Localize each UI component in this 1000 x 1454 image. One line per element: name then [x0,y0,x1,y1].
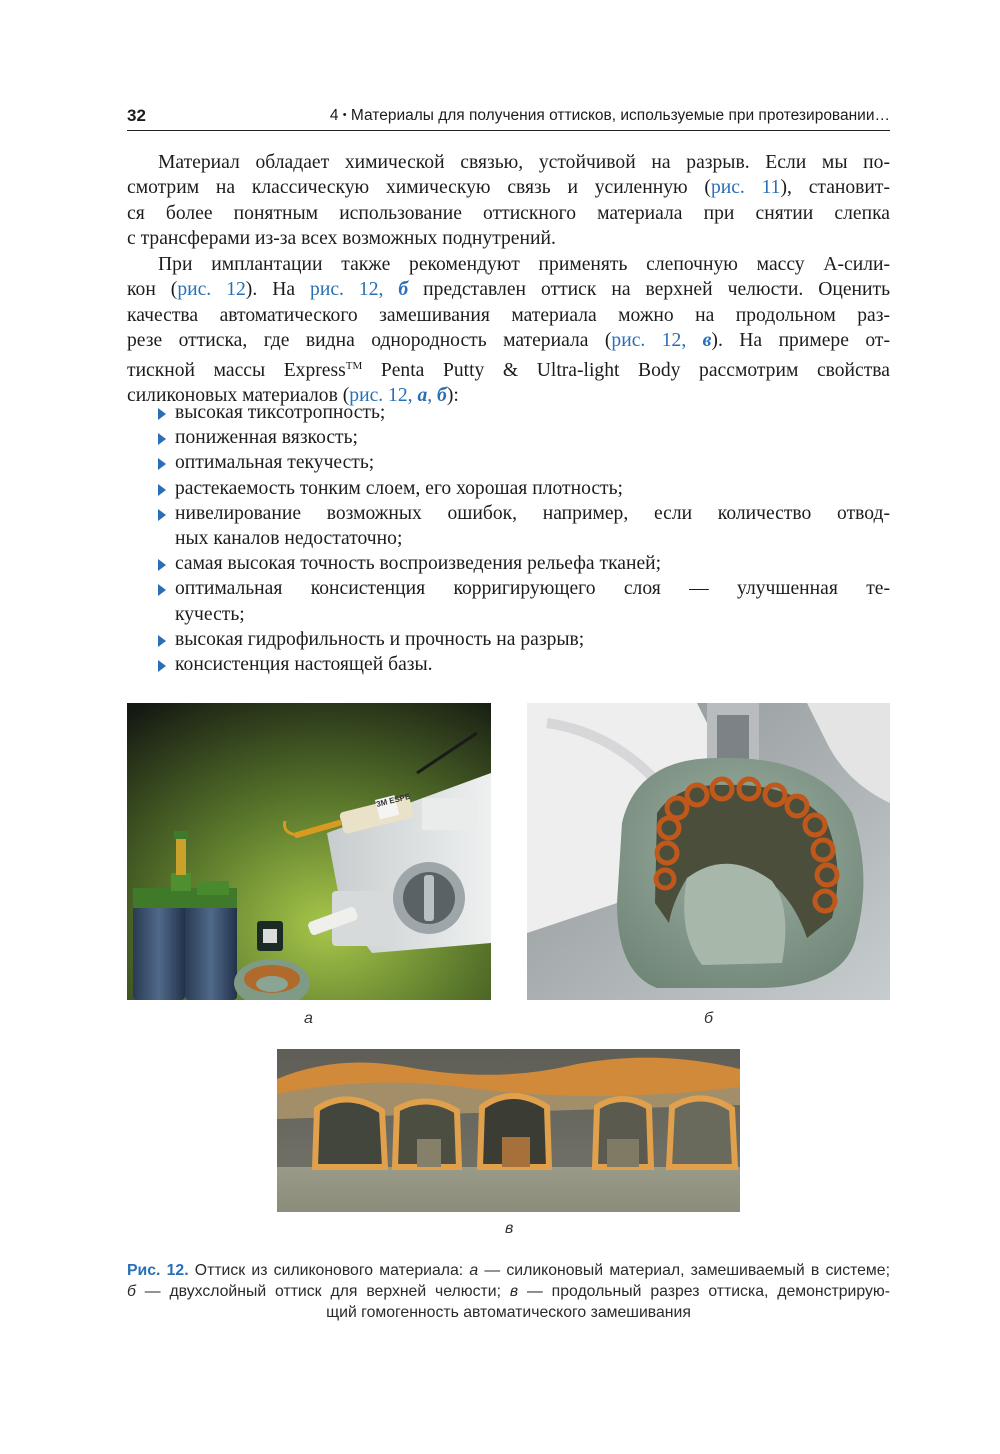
text-line: Материал обладает химической связью, устойчивой на разрыв. Если мы по- [158,152,890,173]
list-item: консистенция настоящей базы. [158,652,890,677]
bullet-marker-icon [158,559,166,571]
page-number: 32 [127,106,146,125]
figure-label-b: б [704,1010,713,1027]
figure-reference-link[interactable]: рис. 12, б [310,279,409,301]
text-line: качества автоматического замешивания материала можно на продольном раз- [127,304,890,326]
list-item: высокая гидрофильность и прочность на разрыв; [158,627,890,652]
list-item: растекаемость тонким слоем, его хорошая плотность; [158,476,890,501]
figure-reference-link[interactable]: рис. 12, в [611,330,712,352]
text-line: тискной массы Express™ Penta Putty & Ultra-light Body рассмотрим свойства [127,359,890,381]
bullet-marker-icon [158,458,166,470]
properties-list [158,400,890,677]
text-line: смотрим на классическую химическую связь и усиленную (рис. 11), становит- [127,177,890,199]
running-title [330,107,890,125]
chapter-title: Материалы для получения оттисков, используемые при протезировании… [350,107,890,124]
bullet-marker-icon [158,509,166,521]
list-item: пониженная вязкость; [158,425,890,450]
figure-reference-link[interactable]: рис. 11 [710,177,781,199]
text-line: ся более понятным использование оттискного материала при снятии слепка [127,202,890,224]
paragraph-2 [127,252,890,408]
list-item: высокая тиксотропность; [158,400,890,425]
chapter-number: 4 [329,107,339,124]
list-item: нивелирование возможных ошибок, например, если количество отвод- ных каналов недостаточно; [158,501,890,551]
figure-reference-link[interactable]: рис. 12, а, б [349,385,447,407]
paragraph-1 [127,150,890,252]
text-line: с трансферами из-за всех возможных поднутрений. [127,228,556,250]
list-item: самая высокая точность воспроизведения рельефа тканей; [158,551,890,576]
figure-reference-link[interactable]: рис. 12 [177,279,246,301]
figure-photo-b-upper-jaw [527,703,890,1000]
caption-line: Рис. 12. Оттиск из силиконового материала: а — силиконовый материал, замешиваемый в системе; [127,1262,890,1279]
bullet-marker-icon [158,433,166,445]
list-item: оптимальная консистенция корригирующего слоя — улучшенная те- кучесть; [158,576,890,626]
running-header [127,104,890,131]
caption-label: Рис. 12. [127,1262,189,1279]
caption-line: щий гомогенность автоматического замешивания [326,1304,691,1321]
list-item: оптимальная текучесть; [158,450,890,475]
figure-label-a: а [304,1010,313,1027]
bullet-marker-icon [158,660,166,672]
bullet-marker-icon [158,484,166,496]
brand-mark: 3M ESPE [375,791,412,809]
figure-caption [127,1260,890,1323]
figure-photo-a-dispenser [127,703,491,1000]
figure-label-v: в [505,1220,514,1237]
text-line: При имплантации также рекомендуют применять слепочную массу А-сили- [158,254,890,275]
bullet-marker-icon [158,584,166,596]
text-line: кон (рис. 12). На рис. 12, б представлен оттиск на верхней челюсти. Оценить [127,279,891,301]
bullet-marker-icon [158,408,166,420]
text-line: резе оттиска, где видна однородность материала (рис. 12, в). На примере от- [127,330,890,352]
bullet-marker-icon [158,635,166,647]
separator-dot: • [342,109,347,121]
caption-line: б — двухслойный оттиск для верхней челюсти; в — продольный разрез оттиска, демонстрирую- [127,1283,890,1300]
figure-photo-v-cross-section [277,1049,740,1212]
text-line: силиконовых материалов (рис. 12, а, б): [127,385,459,407]
trademark-mark: TM [345,359,363,372]
